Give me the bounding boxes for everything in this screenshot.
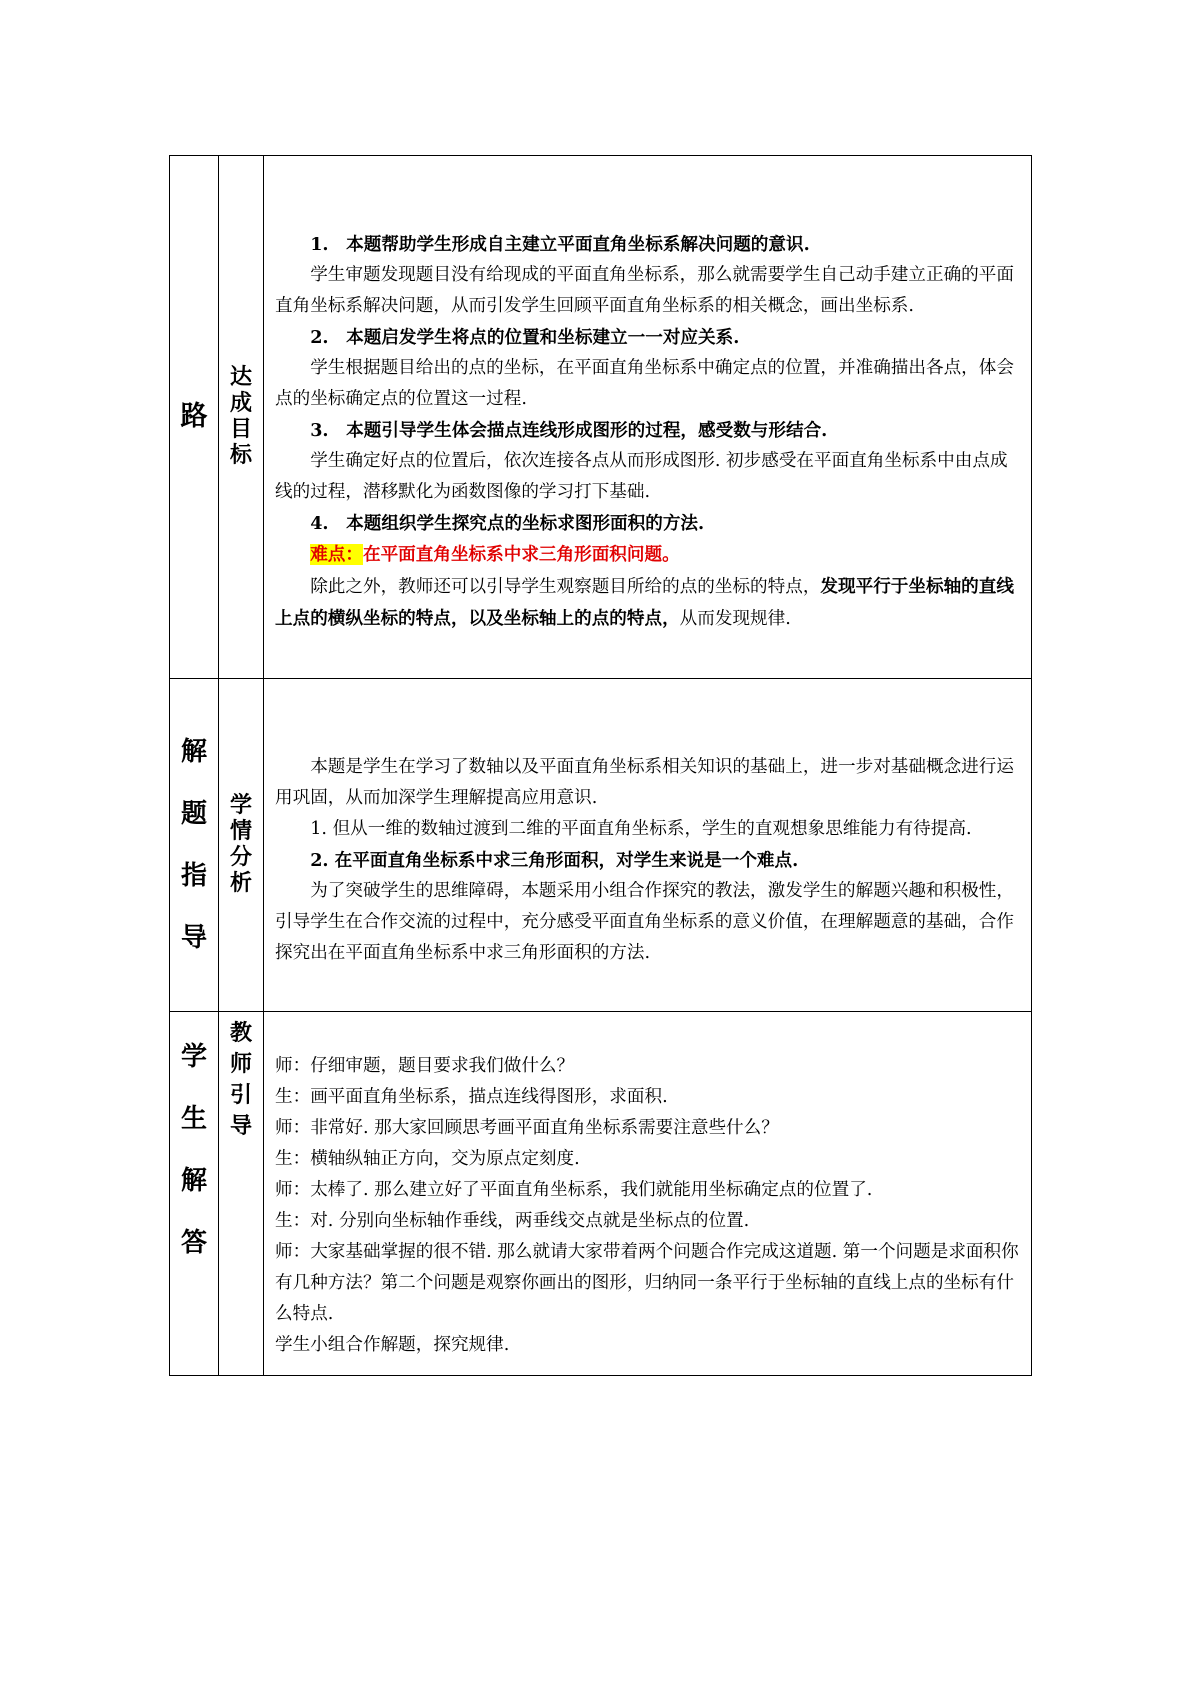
dialogue-line: 生：画平面直角坐标系，描点连线得图形，求面积.	[275, 1086, 668, 1107]
extra-text: 除此之外，教师还可以引导学生观察题目所给的点的坐标的特点，发现平行于坐标轴的直线上点的横纵坐标的特点，以及坐标轴上的点的特点，从而发现规律.	[275, 575, 1014, 629]
goal-text: 学生审题发现题目没有给现成的平面直角坐标系，那么就需要学生自己动手建立正确的平面直角坐标系解决问题，从而引发学生回顾平面直角坐标系的相关概念，画出坐标系.	[275, 264, 1014, 316]
analysis-intro: 本题是学生在学习了数轴以及平面直角坐标系相关知识的基础上，进一步对基础概念进行运用巩固，从而加深学生理解提高应用意识.	[275, 756, 1014, 808]
content-cell	[264, 156, 1032, 679]
dialogue-line: 师：太棒了. 那么建立好了平面直角坐标系，我们就能用坐标确定点的位置了.	[275, 1179, 873, 1200]
subcategory-cell	[219, 156, 264, 679]
table-row	[170, 679, 1032, 1012]
goal-heading: 3. 本题引导学生体会描点连线形成图形的过程，感受数与形结合.	[310, 419, 828, 441]
dialogue-line: 师：非常好. 那大家回顾思考画平面直角坐标系需要注意些什么？	[275, 1117, 779, 1138]
dialogue-line: 生：横轴纵轴正方向，交为原点定刻度.	[275, 1148, 580, 1169]
goals-content	[264, 200, 1031, 635]
analysis-conclusion: 为了突破学生的思维障碍，本题采用小组合作探究的教法，激发学生的解题兴趣和积极性，引导学生在合作交流的过程中，充分感受平面直角坐标系的意义价值，在理解题意的基础，合作探究出在平面直角坐标系中求三角形面积的方法.	[275, 880, 1014, 963]
category-label: 学 生 解 答	[180, 1042, 207, 1258]
analysis-point: 1. 但从一维的数轴过渡到二维的平面直角坐标系，学生的直观想象思维能力有待提高.	[310, 818, 972, 839]
goal-text: 学生根据题目给出的点的坐标，在平面直角坐标系中确定点的位置，并准确描出各点，体会点的坐标确定点的位置这一过程.	[275, 357, 1014, 409]
content-cell	[264, 679, 1032, 1012]
analysis-content	[264, 722, 1031, 969]
dialogue-content	[264, 1027, 1031, 1361]
category-cell	[170, 1012, 219, 1376]
category-label: 解 题 指 导	[180, 737, 207, 953]
difficulty-line	[275, 539, 1020, 571]
table-row	[170, 1012, 1032, 1376]
goal-text: 学生确定好点的位置后，依次连接各点从而形成图形. 初步感受在平面直角坐标系中由点成线的过程，潜移默化为函数图像的学习打下基础.	[275, 450, 1008, 502]
category-cell	[170, 679, 219, 1012]
dialogue-line: 学生小组合作解题，探究规律.	[275, 1334, 510, 1355]
lesson-table	[169, 155, 1032, 1376]
goal-heading: 1. 本题帮助学生形成自主建立平面直角坐标系解决问题的意识.	[310, 233, 810, 255]
category-label: 路	[180, 401, 208, 432]
subcategory-label: 学 情 分 析	[229, 793, 252, 896]
category-cell	[170, 156, 219, 679]
difficulty-text: 在平面直角坐标系中求三角形面积问题。	[362, 543, 680, 565]
difficulty-label: 难点：	[310, 543, 363, 565]
dialogue-line: 师：大家基础掌握的很不错. 那么就请大家带着两个问题合作完成这道题. 第一个问题是求面积你有几种方法？第二个问题是观察你画出的图形，归纳同一条平行于坐标轴的直线上点的坐标有什么特点.	[275, 1241, 1019, 1324]
content-cell	[264, 1012, 1032, 1376]
subcategory-cell	[219, 1012, 264, 1376]
goal-heading: 4. 本题组织学生探究点的坐标求图形面积的方法.	[310, 512, 705, 534]
table-row	[170, 156, 1032, 679]
subcategory-cell	[219, 679, 264, 1012]
subcategory-label: 教 师 引 导	[229, 1021, 252, 1139]
subcategory-label: 达 成 目 标	[229, 365, 252, 468]
dialogue-line: 生：对. 分别向坐标轴作垂线，两垂线交点就是坐标点的位置.	[275, 1210, 750, 1231]
dialogue-line: 师：仔细审题，题目要求我们做什么？	[275, 1055, 575, 1076]
goal-heading: 2. 本题启发学生将点的位置和坐标建立一一对应关系.	[310, 326, 740, 348]
analysis-point: 2. 在平面直角坐标系中求三角形面积，对学生来说是一个难点.	[310, 849, 799, 871]
